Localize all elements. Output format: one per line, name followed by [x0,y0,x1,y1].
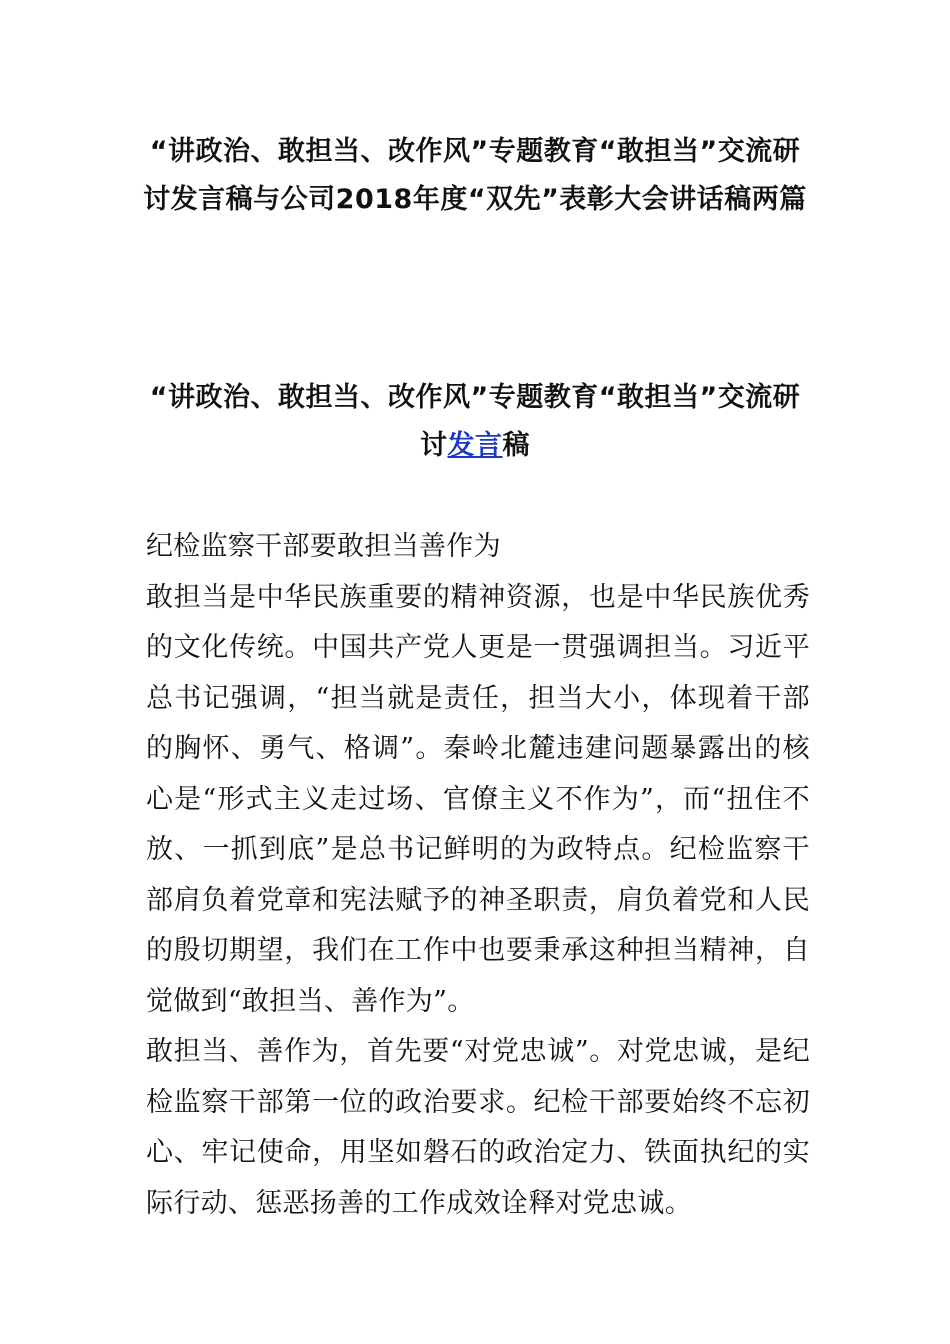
document-title: “讲政治、敢担当、改作风”专题教育“敢担当”交流研讨发言稿与公司2018年度“双先”表彰大会讲话稿两篇 [143,136,807,215]
section-title-text: “讲政治、敢担当、改作风”专题教育“敢担当”交流研讨 [149,382,801,461]
article-subtitle: 纪检监察干部要敢担当善作为 [146,531,501,562]
speech-link[interactable]: 发言 [447,430,503,461]
paragraph: 敢担当、善作为，首先要“对党忠诚”。对党忠诚，是纪检监察干部第一位的政治要求。纪检干部要始终不忘初心、牢记使命，用坚如磐石的政治定力、铁面执纪的实际行动、惩恶扬善的工作成效诠释对党忠诚。 [146,1036,810,1219]
section-title [140,374,810,470]
article-body [146,522,810,1229]
section-title-suffix: 稿 [502,430,530,461]
paragraph: 敢担当是中华民族重要的精神资源，也是中华民族优秀的文化传统。中国共产党人更是一贯强调担当。习近平总书记强调，“担当就是责任，担当大小，体现着干部的胸怀、勇气、格调”。秦岭北麓违建问题暴露出的核心是“形式主义走过场、官僚主义不作为”，而“扭住不放、一抓到底”是总书记鲜明的为政特点。纪检监察干部肩负着党章和宪法赋予的神圣职责，肩负着党和人民的殷切期望，我们在工作中也要秉承这种担当精神，自觉做到“敢担当、善作为”。 [146,581,810,1017]
